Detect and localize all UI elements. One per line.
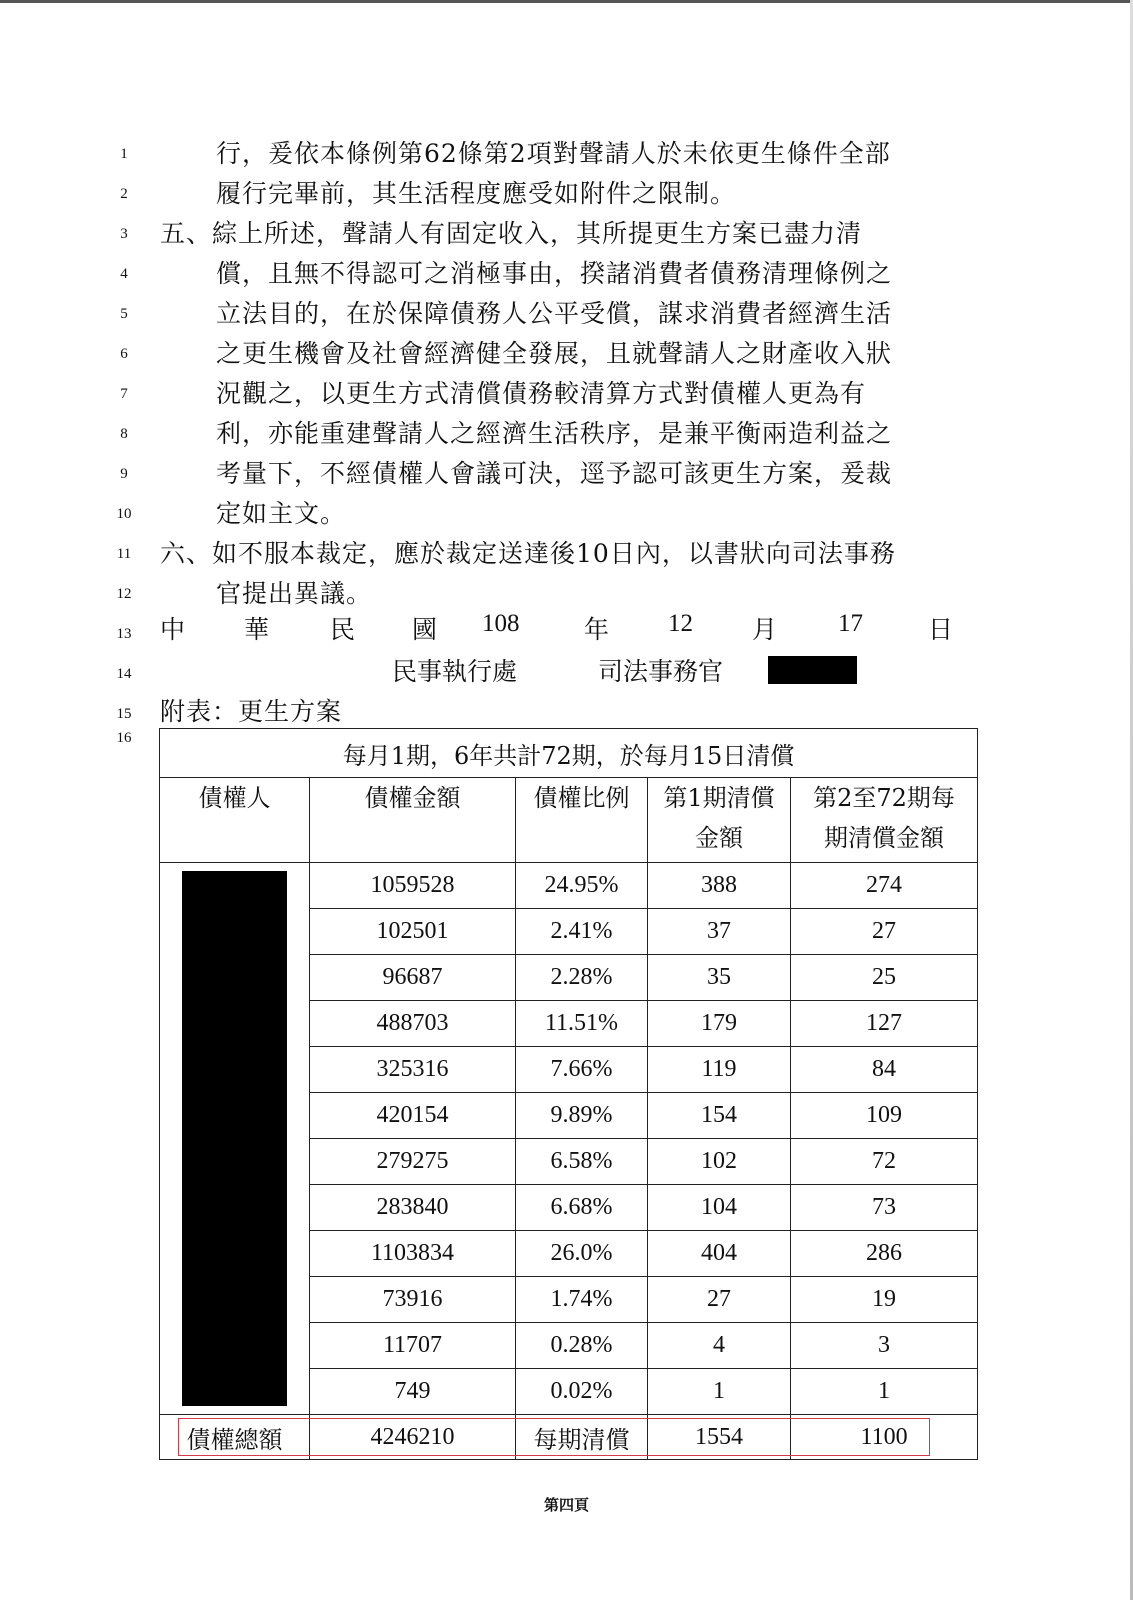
cell-ratio: 0.28% [516, 1323, 648, 1369]
cell-first: 104 [648, 1185, 791, 1231]
body-line: 之更生機會及社會經濟健全發展，且就聲請人之財產收入狀 [216, 339, 893, 368]
date-year: 108 [482, 610, 520, 637]
cell-first: 37 [648, 909, 791, 955]
cell-first: 102 [648, 1139, 791, 1185]
total-label: 債權總額 [160, 1415, 310, 1460]
total-first: 1554 [648, 1415, 791, 1460]
line-number: 10 [116, 506, 132, 522]
scan-top-edge [0, 0, 1133, 3]
total-amount: 4246210 [310, 1415, 516, 1460]
cell-amount: 1103834 [310, 1231, 516, 1277]
redacted-officer-name [768, 656, 857, 684]
cell-first: 35 [648, 955, 791, 1001]
per-period-label: 每期清償 [516, 1415, 648, 1460]
date-char: 民 [330, 615, 356, 644]
cell-amount: 96687 [310, 955, 516, 1001]
office-name: 民事執行處 [392, 657, 518, 686]
cell-first: 388 [648, 863, 791, 909]
date-char: 中 [160, 615, 186, 644]
ruling-date [160, 610, 960, 644]
officer-title: 司法事務官 [598, 657, 724, 686]
table-row [160, 863, 978, 909]
cell-rest: 27 [791, 909, 978, 955]
line-number: 16 [116, 730, 132, 746]
body-line: 考量下，不經債權人會議可決，逕予認可該更生方案，爰裁 [216, 459, 893, 488]
date-char: 年 [584, 615, 610, 644]
cell-rest: 127 [791, 1001, 978, 1047]
body-line: 官提出異議。 [216, 579, 373, 608]
line-number: 9 [120, 466, 128, 482]
line-number: 11 [116, 546, 132, 562]
date-char: 日 [928, 615, 954, 644]
cell-rest: 274 [791, 863, 978, 909]
page-number: 第四頁 [543, 1496, 589, 1514]
cell-rest: 25 [791, 955, 978, 1001]
table-caption: 每月1期，6年共計72期，於每月15日清償 [160, 729, 978, 778]
cell-ratio: 24.95% [516, 863, 648, 909]
body-line: 六、如不服本裁定，應於裁定送達後10日內，以書狀向司法事務 [160, 539, 896, 568]
cell-ratio: 1.74% [516, 1277, 648, 1323]
line-number: 8 [120, 426, 128, 442]
cell-ratio: 6.58% [516, 1139, 648, 1185]
cell-amount: 279275 [310, 1139, 516, 1185]
cell-first: 154 [648, 1093, 791, 1139]
line-number: 1 [120, 146, 128, 162]
cell-ratio: 6.68% [516, 1185, 648, 1231]
date-month: 12 [668, 610, 693, 637]
total-rest: 1100 [791, 1415, 978, 1460]
cell-amount: 11707 [310, 1323, 516, 1369]
cell-first: 404 [648, 1231, 791, 1277]
body-line: 利，亦能重建聲請人之經濟生活秩序，是兼平衡兩造利益之 [216, 419, 893, 448]
cell-amount: 283840 [310, 1185, 516, 1231]
cell-amount: 488703 [310, 1001, 516, 1047]
cell-amount: 325316 [310, 1047, 516, 1093]
cell-first: 119 [648, 1047, 791, 1093]
header-first-payment [648, 778, 791, 863]
cell-rest: 109 [791, 1093, 978, 1139]
line-number: 6 [120, 346, 128, 362]
cell-rest: 3 [791, 1323, 978, 1369]
cell-amount: 73916 [310, 1277, 516, 1323]
cell-ratio: 2.28% [516, 955, 648, 1001]
line-number: 14 [116, 666, 132, 682]
cell-amount: 749 [310, 1369, 516, 1415]
header-rest-line1: 第2至72期每 [813, 784, 955, 812]
date-day: 17 [838, 610, 863, 637]
cell-amount: 420154 [310, 1093, 516, 1139]
cell-ratio: 26.0% [516, 1231, 648, 1277]
body-line: 定如主文。 [216, 499, 347, 528]
cell-rest: 72 [791, 1139, 978, 1185]
rehabilitation-plan-table [159, 728, 978, 1460]
cell-ratio: 7.66% [516, 1047, 648, 1093]
cell-rest: 84 [791, 1047, 978, 1093]
creditor-names-cell [160, 863, 310, 1415]
cell-amount: 102501 [310, 909, 516, 955]
header-first-line1: 第1期清償 [663, 784, 775, 812]
body-line: 況觀之，以更生方式清償債務較清算方式對債權人更為有 [216, 379, 867, 408]
header-ratio: 債權比例 [516, 778, 648, 863]
cell-ratio: 0.02% [516, 1369, 648, 1415]
header-rest-line2: 期清償金額 [824, 824, 945, 852]
cell-rest: 1 [791, 1369, 978, 1415]
header-first-line2: 金額 [695, 824, 743, 852]
line-number: 12 [116, 586, 132, 602]
date-char: 國 [412, 615, 438, 644]
line-number: 15 [116, 706, 132, 722]
date-char: 華 [244, 615, 270, 644]
body-line: 償，且無不得認可之消極事由，揆諸消費者債務清理條例之 [216, 259, 893, 288]
line-number: 2 [120, 186, 128, 202]
cell-rest: 73 [791, 1185, 978, 1231]
header-amount: 債權金額 [310, 778, 516, 863]
redacted-creditor-names [182, 871, 287, 1406]
appendix-title: 附表：更生方案 [160, 697, 343, 726]
line-number: 4 [120, 266, 128, 282]
line-number: 5 [120, 306, 128, 322]
header-rest-payment [791, 778, 978, 863]
line-number: 7 [120, 386, 128, 402]
cell-ratio: 2.41% [516, 909, 648, 955]
cell-first: 179 [648, 1001, 791, 1047]
body-line: 行，爰依本條例第62條第2項對聲請人於未依更生條件全部 [216, 139, 891, 168]
line-number: 3 [120, 226, 128, 242]
body-line: 立法目的，在於保障債務人公平受償，謀求消費者經濟生活 [216, 299, 893, 328]
table-total-row [160, 1415, 978, 1460]
header-creditor: 債權人 [160, 778, 310, 863]
cell-first: 27 [648, 1277, 791, 1323]
body-line: 履行完畢前，其生活程度應受如附件之限制。 [216, 179, 737, 208]
line-number: 13 [116, 626, 132, 642]
cell-rest: 19 [791, 1277, 978, 1323]
cell-first: 4 [648, 1323, 791, 1369]
cell-rest: 286 [791, 1231, 978, 1277]
date-char: 月 [752, 615, 778, 644]
cell-amount: 1059528 [310, 863, 516, 909]
body-line: 五、綜上所述，聲請人有固定收入，其所提更生方案已盡力清 [160, 219, 863, 248]
cell-first: 1 [648, 1369, 791, 1415]
cell-ratio: 11.51% [516, 1001, 648, 1047]
table-header-row [160, 778, 978, 863]
cell-ratio: 9.89% [516, 1093, 648, 1139]
